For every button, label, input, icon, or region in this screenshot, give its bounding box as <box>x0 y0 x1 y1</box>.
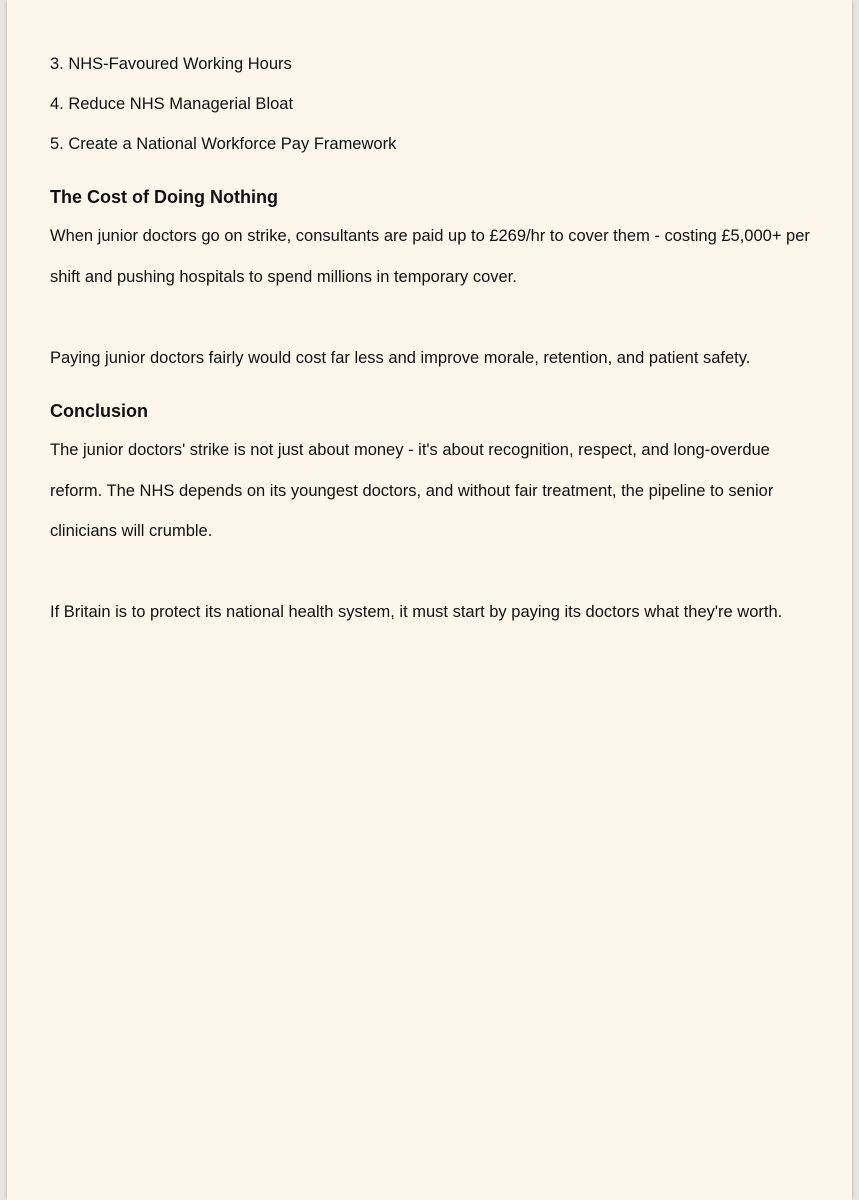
paragraph: If Britain is to protect its national health system, it must start by paying its doctors what they're worth. <box>50 603 783 621</box>
paragraph: When junior doctors go on strike, consultants are paid up to £269/hr to cover them - costing £5,000+ per shift and pushing hospitals to spend millions in temporary cover. <box>50 227 810 286</box>
section-heading-cost: The Cost of Doing Nothing <box>50 187 278 207</box>
paragraph: The junior doctors' strike is not just about money - it's about recognition, respect, and long-overdue reform. The NHS depends on its youngest doctors, and without fair treatment, the pipeline to senior clinicians will crumble. <box>50 441 774 540</box>
list-item: 5. Create a National Workforce Pay Framework <box>50 135 397 153</box>
section-heading-conclusion: Conclusion <box>50 401 148 421</box>
paragraph: Paying junior doctors fairly would cost far less and improve morale, retention, and patient safety. <box>50 349 751 367</box>
list-item: 4. Reduce NHS Managerial Bloat <box>50 95 294 113</box>
list-item: 3. NHS-Favoured Working Hours <box>50 55 292 73</box>
document-page <box>7 0 852 1200</box>
